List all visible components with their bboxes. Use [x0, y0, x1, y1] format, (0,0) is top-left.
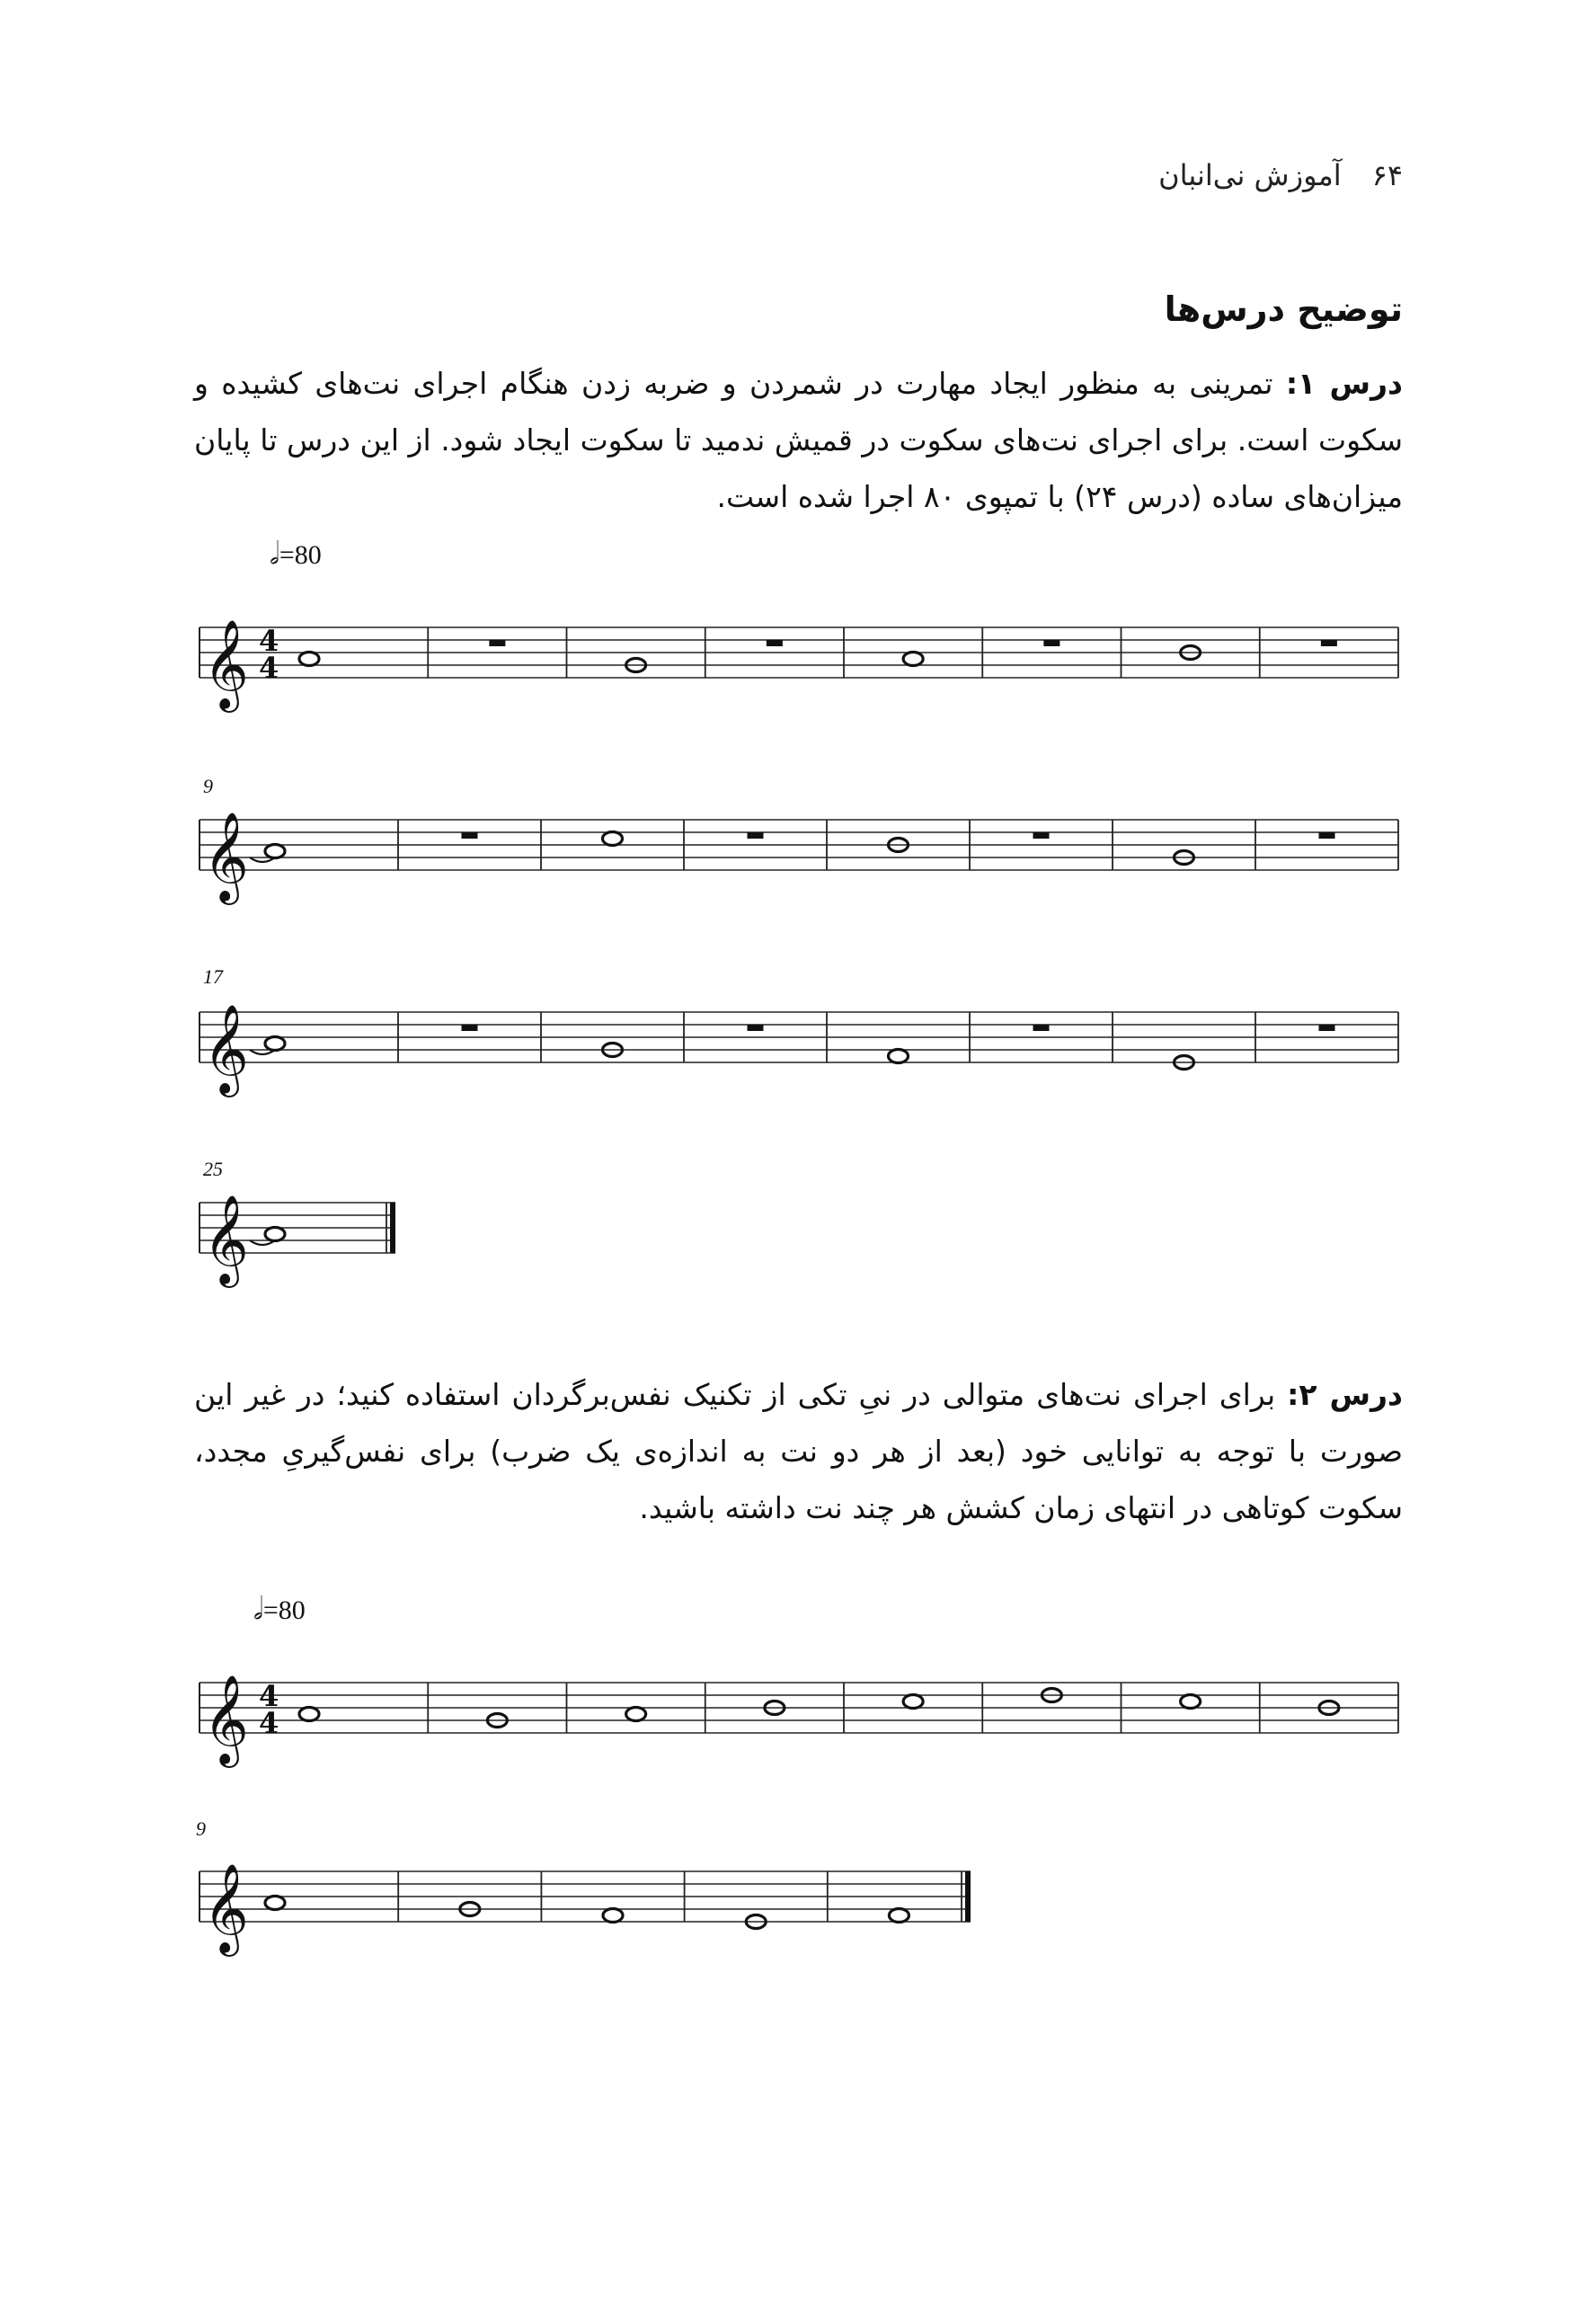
treble-clef-icon: 𝄞: [203, 1863, 249, 1953]
whole-note: [903, 653, 923, 666]
lesson1-text: تمرینی به منظور ایجاد مهارت در شمردن و ضربه زدن هنگام اجرای نت‌های کشیده و سکوت است. برای اجرای نت‌های سکوت در قمیش ندمید تا سکوت ایجاد شود. از این درس تا پایان میزان‌های ساده (درس ۲۴) با تمپوی ۸۰ اجرا شده است.: [194, 366, 1403, 514]
whole-note: [626, 1708, 646, 1721]
final-barline-thick: [390, 1203, 395, 1253]
whole-note: [889, 1050, 909, 1063]
whole-note: [603, 1909, 623, 1923]
whole-rest: [1319, 832, 1335, 839]
measure-number: 9: [196, 1817, 206, 1840]
whole-note: [265, 1228, 285, 1241]
whole-rest: [1033, 1025, 1050, 1031]
time-signature-top: 4: [259, 624, 279, 658]
treble-clef-icon: 𝄞: [203, 1675, 249, 1764]
measure-number: 17: [203, 965, 223, 988]
tempo-value: =80: [279, 540, 322, 570]
whole-rest: [462, 1025, 478, 1031]
whole-note: [1181, 1695, 1201, 1709]
time-signature-bottom: 4: [259, 1706, 279, 1740]
time-signature-top: 4: [259, 1679, 279, 1713]
time-signature-bottom: 4: [259, 651, 279, 685]
section-title: توضیح درس‌ها: [1164, 289, 1403, 329]
whole-note: [265, 1897, 285, 1910]
measure-number: 25: [203, 1158, 223, 1180]
whole-rest: [1319, 1025, 1335, 1031]
whole-note: [265, 845, 285, 858]
whole-rest: [1033, 832, 1050, 839]
whole-rest: [462, 832, 478, 839]
whole-rest: [1043, 640, 1060, 646]
whole-note: [889, 1909, 909, 1923]
whole-note: [603, 832, 623, 846]
whole-note: [265, 1037, 285, 1051]
whole-rest: [1321, 640, 1337, 646]
final-barline-thick: [965, 1871, 971, 1922]
measure-number: 9: [203, 775, 213, 797]
whole-rest: [767, 640, 783, 646]
treble-clef-icon: 𝄞: [203, 619, 249, 709]
book-title: آموزش نی‌انبان: [1158, 158, 1342, 192]
lesson2-text: برای اجرای نت‌های متوالی در نیِ تکی از تکنیک نفس‌برگردان استفاده کنید؛ در غیر این صورت با توجه به توانایی خود (بعد از هر دو نت به اندازه‌ی یک ضرب) برای نفس‌گیریِ مجدد، سکوت کوتاهی در انتهای زمان کشش هر چند نت داشته باشید.: [194, 1377, 1403, 1525]
whole-rest: [489, 640, 505, 646]
tempo-value: =80: [262, 1595, 306, 1625]
lesson2-label: درس ۲:: [1287, 1377, 1403, 1412]
whole-note: [299, 653, 319, 666]
page-number: ۶۴: [1371, 158, 1403, 192]
treble-clef-icon: 𝄞: [203, 812, 249, 902]
half-note-icon: 𝅗𝅥: [253, 1593, 263, 1626]
treble-clef-icon: 𝄞: [203, 1195, 249, 1284]
lesson1-label: درس ۱:: [1285, 366, 1403, 401]
whole-note: [299, 1708, 319, 1721]
whole-rest: [748, 1025, 764, 1031]
half-note-icon: 𝅗𝅥: [270, 537, 279, 571]
treble-clef-icon: 𝄞: [203, 1004, 249, 1094]
whole-note: [903, 1695, 923, 1709]
whole-rest: [748, 832, 764, 839]
